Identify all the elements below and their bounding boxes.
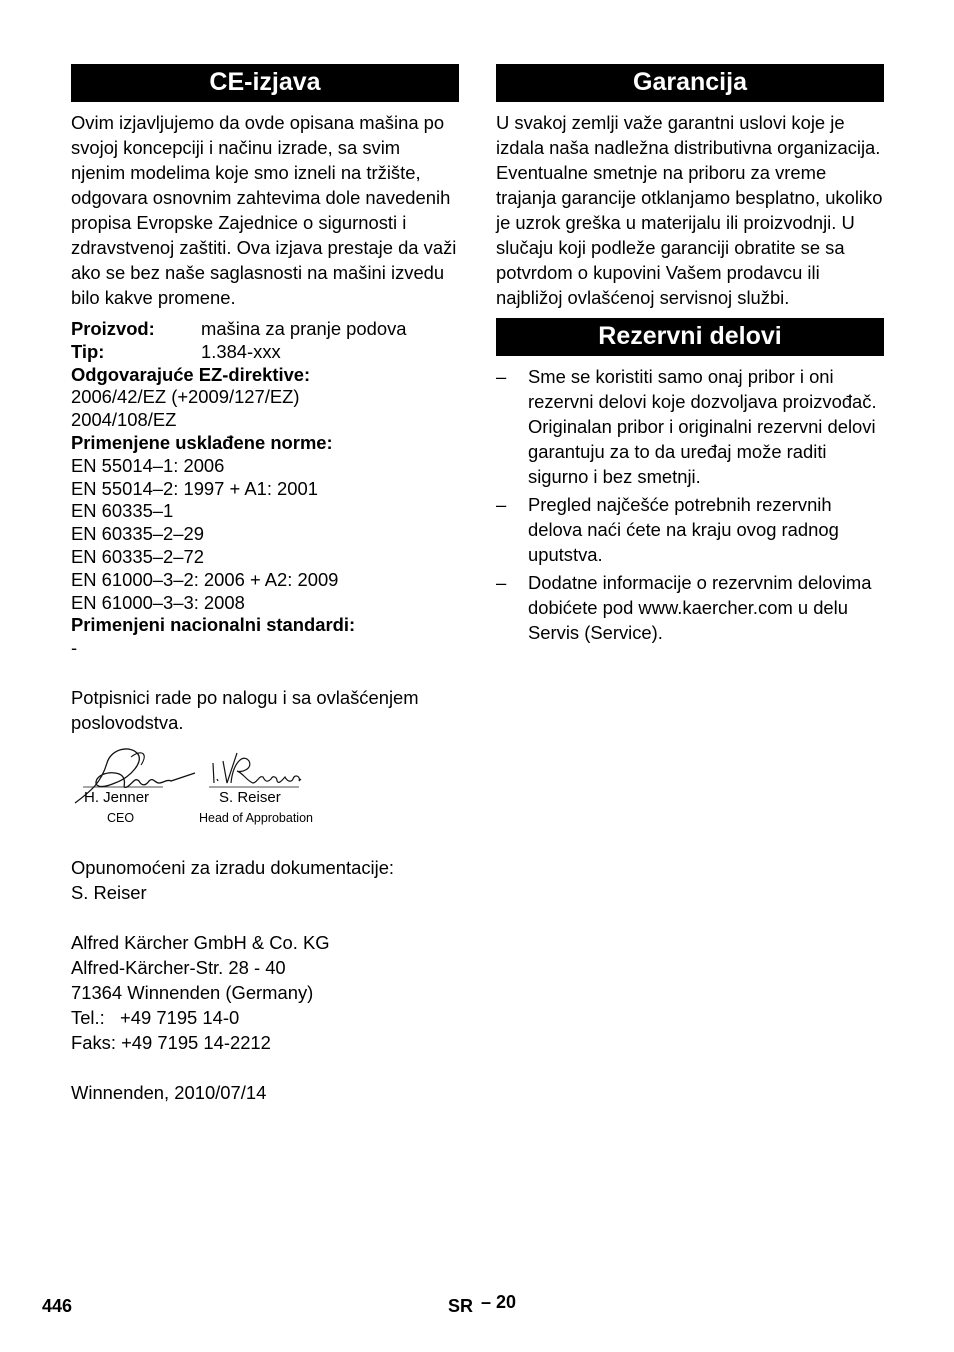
national-standards-label: Primenjeni nacionalni standardi: <box>71 614 356 636</box>
list-item-text: Sme se koristiti samo onaj pribor i oni rezervni delovi koje dozvoljava proizvođač. Originalan pribor i originalni rezervni delovi garantuju za to da uređaj može raditi sigurno i bez smetnji. <box>528 366 877 487</box>
norm-item: EN 61000–3–3: 2008 <box>71 591 245 613</box>
directives-label: Odgovarajuće EZ-direktive: <box>71 363 311 385</box>
list-item-text: Dodatne informacije o rezervnim delovima dobićete pod www.kaercher.com u delu Servis (Service). <box>528 572 872 643</box>
ce-intro-text: Ovim izjavljujemo da ovde opisana mašina po svojoj koncepciji i načinu izrade, sa svim njenim modelima koje smo izneli na tržište, odgovara osnovnim zahtevima dole navedenih propisa Evropske Zajednice o sigurnosti i zdravstvenoj zaštiti. Ova izjava prestaje da važi ako se bez naše saglasnosti na mašini izvedu bilo kakve promene. <box>71 112 457 308</box>
type-value: 1.384-xxx <box>201 340 281 362</box>
norm-item: EN 55014–2: 1997 + A1: 2001 <box>71 477 318 499</box>
company-tel: Tel.: +49 7195 14-0 <box>71 1006 240 1028</box>
language-label: SR <box>448 1296 474 1316</box>
norm-item: EN 60335–2–72 <box>71 545 204 567</box>
left-column <box>71 64 459 1105</box>
list-item <box>496 492 884 567</box>
signer1-name: H. Jenner <box>84 788 150 806</box>
type-label: Tip: <box>71 340 105 362</box>
company-name: Alfred Kärcher GmbH & Co. KG <box>71 931 330 953</box>
authorized-label: Opunomoćeni za izradu dokumentacije: <box>71 856 395 878</box>
dash-bullet: – <box>496 366 507 387</box>
warranty-text: U svakoj zemlji važe garantni uslovi koje je izdala naša nadležna distributivna organizacija. Eventualne smetnje na priboru za vreme trajanja garancije otklanjamo besplatno, ukoliko je uzrok greška u materijalu ili proizvodnji. U slučaju koji podleže garanciji obratite se sa potvrdom o kupovini Vašem prodavcu ili najbližoj ovlašćenoj servisnoj službi. <box>496 112 883 308</box>
warranty-heading: Garancija <box>496 64 884 102</box>
company-city: 71364 Winnenden (Germany) <box>71 981 314 1003</box>
signatories-text: Potpisnici rade po nalogu i sa ovlašćenjem poslovodstva. <box>71 686 419 733</box>
product-specs <box>71 318 459 660</box>
norms-label: Primenjene usklađene norme: <box>71 431 333 453</box>
product-row <box>71 318 459 341</box>
authorized-name: S. Reiser <box>71 881 147 903</box>
dash-bullet: – <box>496 572 507 593</box>
directive-item: 2004/108/EZ <box>71 409 177 431</box>
place-date: Winnenden, 2010/07/14 <box>71 1081 267 1103</box>
signer2-name: S. Reiser <box>219 788 281 806</box>
ce-declaration-heading: CE-izjava <box>71 64 459 102</box>
page-number: 446 <box>42 1296 73 1316</box>
norm-item: EN 61000–3–2: 2006 + A2: 2009 <box>71 568 339 590</box>
norm-item: EN 60335–1 <box>71 500 174 522</box>
product-label: Proizvod: <box>71 318 155 339</box>
product-value: mašina za pranje podova <box>201 318 407 339</box>
company-street: Alfred-Kärcher-Str. 28 - 40 <box>71 956 286 978</box>
section-page-number: – 20 <box>481 1292 517 1312</box>
list-item <box>496 364 884 489</box>
right-column <box>496 64 884 648</box>
norm-item: EN 55014–1: 2006 <box>71 454 225 476</box>
spare-parts-list <box>496 364 884 645</box>
signer2-title: Head of Approbation <box>199 810 313 825</box>
type-row <box>71 341 459 364</box>
national-standards-value: - <box>71 637 78 659</box>
signer1-title: CEO <box>107 810 135 825</box>
list-item-text: Pregled najčešće potrebnih rezervnih delova naći ćete na kraju ovog radnog uputstva. <box>528 494 839 565</box>
directive-item: 2006/42/EZ (+2009/127/EZ) <box>71 386 300 408</box>
spare-parts-heading: Rezervni delovi <box>496 318 884 356</box>
company-address <box>71 930 459 1055</box>
dash-bullet: – <box>496 494 507 515</box>
norm-item: EN 60335–2–29 <box>71 523 204 545</box>
company-fax: Faks: +49 7195 14-2212 <box>71 1031 271 1053</box>
list-item <box>496 570 884 645</box>
signatures-block <box>71 743 459 855</box>
